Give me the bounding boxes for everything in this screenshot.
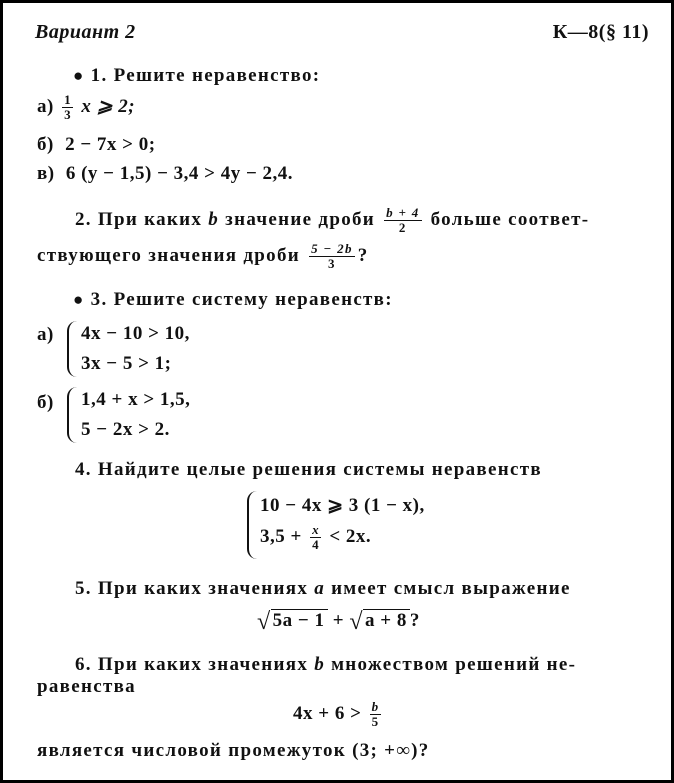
radical-icon: √ xyxy=(257,609,271,635)
bullet-icon: ● xyxy=(73,290,85,309)
task-6-line-2: равенства xyxy=(37,676,136,697)
task-2-line-1 xyxy=(75,206,589,235)
task-1-heading xyxy=(73,65,320,87)
task-3-b-line-2: 5 − 2x > 2. xyxy=(81,419,170,440)
item-label: б) xyxy=(37,134,54,155)
system-brace xyxy=(67,321,79,377)
task-number: 4. xyxy=(75,459,92,480)
item-label: в) xyxy=(37,163,55,184)
task-3-a-line-2: 3x − 5 > 1; xyxy=(81,353,172,374)
question-mark: ? xyxy=(357,244,369,266)
fraction-denominator: 3 xyxy=(328,256,336,271)
task-3-b-line-1: 1,4 + x > 1,5, xyxy=(81,389,191,410)
task-number: 1. xyxy=(90,65,108,86)
expression: x ⩾ 2; xyxy=(81,95,136,117)
test-code: К—8(§ 11) xyxy=(552,21,649,43)
text: При каких значениях xyxy=(97,578,309,599)
task-6-inequality xyxy=(293,700,384,729)
item-label: а) xyxy=(37,95,54,117)
fraction xyxy=(384,206,421,235)
system-brace xyxy=(247,491,259,559)
text: значение дроби xyxy=(225,208,376,230)
task-number: 6. xyxy=(75,654,92,675)
variant-title: Вариант 2 xyxy=(35,21,136,43)
text: При каких xyxy=(97,208,203,230)
task-5-expression xyxy=(257,609,420,636)
expression: 3,5 + xyxy=(260,525,302,547)
task-3-a-label: а) xyxy=(37,324,54,345)
square-root xyxy=(257,609,328,636)
fraction-denominator: 2 xyxy=(398,220,407,235)
question-mark: ? xyxy=(409,610,420,631)
bullet-icon: ● xyxy=(73,66,85,85)
task-6-line-4: является числовой промежуток (3; +∞)? xyxy=(37,740,430,761)
fraction-numerator: b + 4 xyxy=(386,205,420,220)
radicand: a + 8 xyxy=(363,609,410,632)
text: При каких значениях xyxy=(97,654,309,675)
task-4-line-2 xyxy=(260,523,371,552)
task-5-heading xyxy=(75,578,571,600)
task-4-heading xyxy=(75,459,542,481)
fraction xyxy=(309,242,355,271)
task-3-b-label: б) xyxy=(37,392,54,413)
task-text: Найдите целые решения системы неравенств xyxy=(97,459,542,480)
fraction xyxy=(310,523,321,552)
text: больше соответ- xyxy=(430,208,590,230)
variable: a xyxy=(314,578,325,599)
radicand: 5a − 1 xyxy=(271,609,328,632)
fraction-numerator: 1 xyxy=(64,92,72,107)
text: ствующего значения дроби xyxy=(37,244,300,266)
task-3-a-line-1: 4x − 10 > 10, xyxy=(81,323,190,344)
square-root xyxy=(349,609,410,636)
task-4-line-1: 10 − 4x ⩾ 3 (1 − x), xyxy=(260,495,425,516)
operator: + xyxy=(332,610,345,631)
expression: 6 (y − 1,5) − 3,4 > 4y − 2,4. xyxy=(65,163,294,184)
task-number: 5. xyxy=(75,578,92,599)
fraction-denominator: 4 xyxy=(312,537,320,552)
task-number: 2. xyxy=(75,208,92,230)
fraction-denominator: 3 xyxy=(64,107,72,122)
task-3-heading xyxy=(73,289,393,311)
expression: 2 − 7x > 0; xyxy=(65,134,156,155)
radical-icon: √ xyxy=(349,609,363,635)
task-text: Решите неравенство: xyxy=(113,65,321,86)
fraction-numerator: b xyxy=(371,699,379,714)
task-1-b xyxy=(37,134,156,156)
fraction xyxy=(62,93,73,122)
fraction-numerator: x xyxy=(312,522,320,537)
fraction-denominator: 5 xyxy=(371,714,379,729)
task-text: Решите систему неравенств: xyxy=(113,289,393,310)
task-2-line-2 xyxy=(37,242,369,271)
text: множеством решений не- xyxy=(331,654,577,675)
task-1-c xyxy=(37,163,293,185)
system-brace xyxy=(67,387,79,443)
task-1-a xyxy=(37,93,135,122)
fraction xyxy=(370,700,381,729)
expression: < 2x. xyxy=(329,525,372,547)
text: имеет смысл выражение xyxy=(331,578,571,599)
variable: b xyxy=(314,654,325,675)
fraction-numerator: 5 − 2b xyxy=(311,241,353,256)
expression: 4x + 6 > xyxy=(293,702,362,724)
task-number: 3. xyxy=(90,289,108,310)
task-6-line-1 xyxy=(75,654,576,676)
variable: b xyxy=(208,208,220,230)
